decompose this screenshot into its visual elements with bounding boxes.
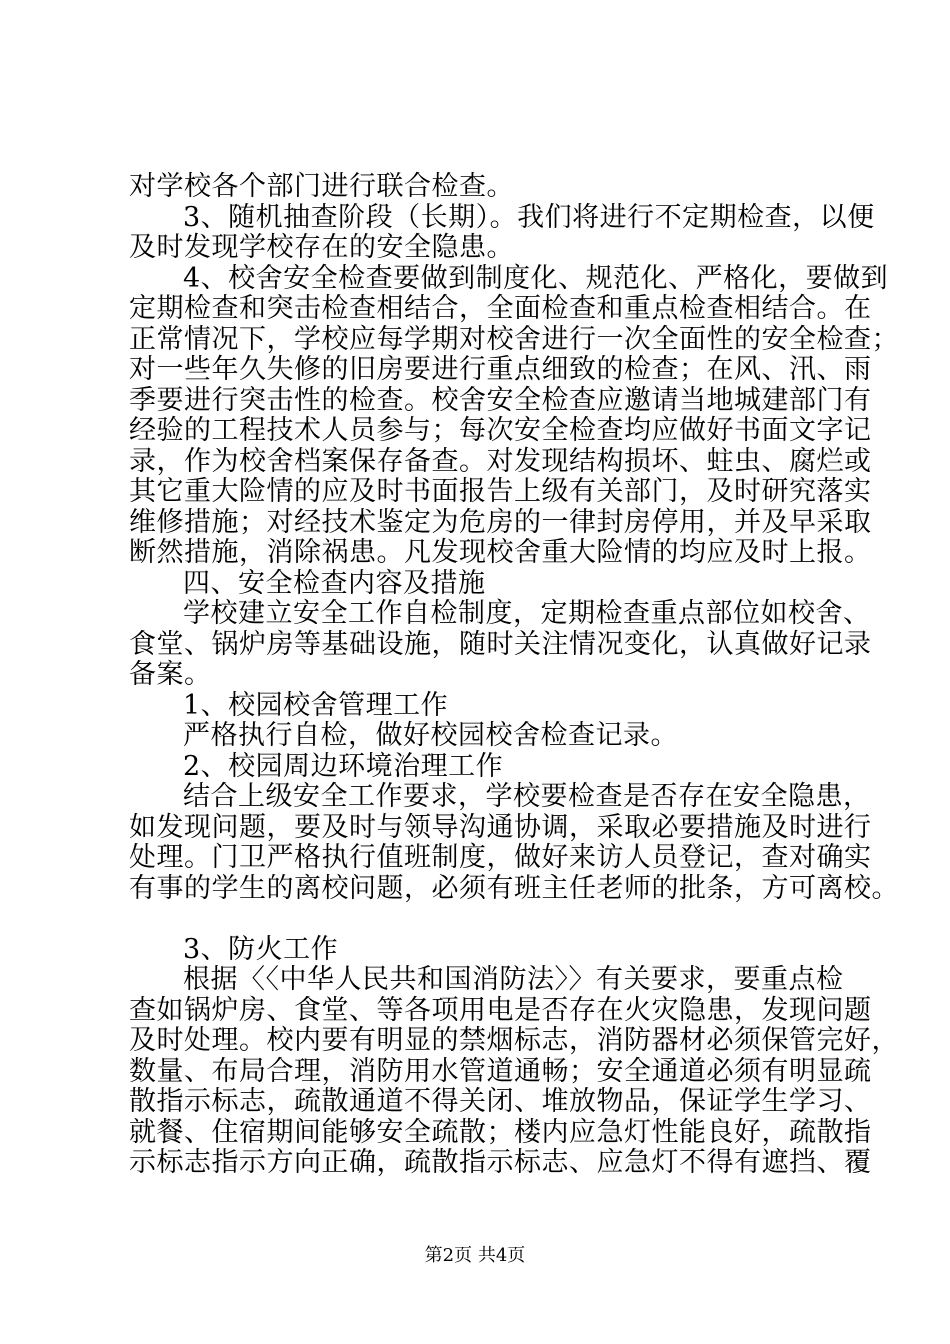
text-line: 根据〈〈中华人民共和国消防法〉〉有关要求，要重点检 bbox=[183, 964, 844, 995]
text-line: 处理。门卫严格执行值班制度，做好来访人员登记，查对确实 bbox=[129, 842, 872, 873]
text-line: 其它重大险情的应及时书面报告上级有关部门，及时研究落实 bbox=[129, 476, 872, 507]
text-line: 示标志指示方向正确，疏散指示标志、应急灯不得有遮挡、覆 bbox=[129, 1147, 872, 1178]
text-line: 录，作为校舍档案保存备查。对发现结构损坏、蛀虫、腐烂或 bbox=[129, 445, 872, 477]
subsection-heading: 1、校园校舍管理工作 bbox=[183, 689, 449, 721]
text-line: 及时发现学校存在的安全隐患。 bbox=[129, 232, 514, 263]
text-line: 数量、布局合理，消防用水管道通畅；安全通道必须有明显疏 bbox=[129, 1055, 872, 1087]
text-line: 正常情况下，学校应每学期对校舍进行一次全面性的安全检查； bbox=[129, 323, 899, 355]
page-number-footer: 第2页 共4页 bbox=[424, 1245, 526, 1266]
text-line: 如发现问题，要及时与领导沟通协调，采取必要措施及时进行 bbox=[129, 811, 872, 843]
text-line: 备案。 bbox=[129, 659, 212, 690]
text-line: 断然措施，消除祸患。凡发现校舍重大险情的均应及时上报。 bbox=[129, 537, 872, 568]
text-line: 严格执行自检，做好校园校舍检查记录。 bbox=[183, 720, 678, 751]
text-line: 4、校舍安全检查要做到制度化、规范化、严格化，要做到 bbox=[183, 262, 889, 294]
text-line: 经验的工程技术人员参与；每次安全检查均应做好书面文字记 bbox=[129, 415, 872, 446]
subsection-heading: 3、防火工作 bbox=[183, 933, 339, 965]
text-line: 季要进行突击性的检查。校舍安全检查应邀请当地城建部门有 bbox=[129, 384, 872, 416]
blank-line bbox=[129, 904, 849, 935]
text-line: 结合上级安全工作要求，学校要检查是否存在安全隐患， bbox=[183, 781, 871, 812]
section-heading: 四、安全检查内容及措施 bbox=[183, 567, 486, 599]
subsection-heading: 2、校园周边环境治理工作 bbox=[183, 750, 504, 782]
text-line: 定期检查和突击检查相结合，全面检查和重点检查相结合。在 bbox=[129, 293, 872, 324]
text-line: 3、随机抽查阶段（长期）。我们将进行不定期检查，以便 bbox=[183, 201, 875, 233]
text-line: 查如锅炉房、食堂、等各项用电是否存在火灾隐患，发现问题 bbox=[129, 994, 872, 1026]
text-line: 对一些年久失修的旧房要进行重点细致的检查；在风、汛、雨 bbox=[129, 354, 872, 385]
text-line: 就餐、住宿期间能够安全疏散；楼内应急灯性能良好，疏散指 bbox=[129, 1116, 872, 1148]
text-line: 对学校各个部门进行联合检查。 bbox=[129, 171, 514, 202]
text-line: 学校建立安全工作自检制度，定期检查重点部位如校舍、 bbox=[183, 598, 871, 629]
text-line: 及时处理。校内要有明显的禁烟标志，消防器材必须保管完好， bbox=[129, 1025, 899, 1056]
text-line: 散指示标志，疏散通道不得关闭、堆放物品，保证学生学习、 bbox=[129, 1086, 872, 1117]
text-line: 食堂、锅炉房等基础设施，随时关注情况变化，认真做好记录 bbox=[129, 628, 872, 660]
text-line: 维修措施；对经技术鉴定为危房的一律封房停用，并及早采取 bbox=[129, 506, 872, 538]
document-body bbox=[129, 171, 899, 1179]
text-line: 有事的学生的离校问题，必须有班主任老师的批条，方可离校。 bbox=[129, 872, 899, 904]
